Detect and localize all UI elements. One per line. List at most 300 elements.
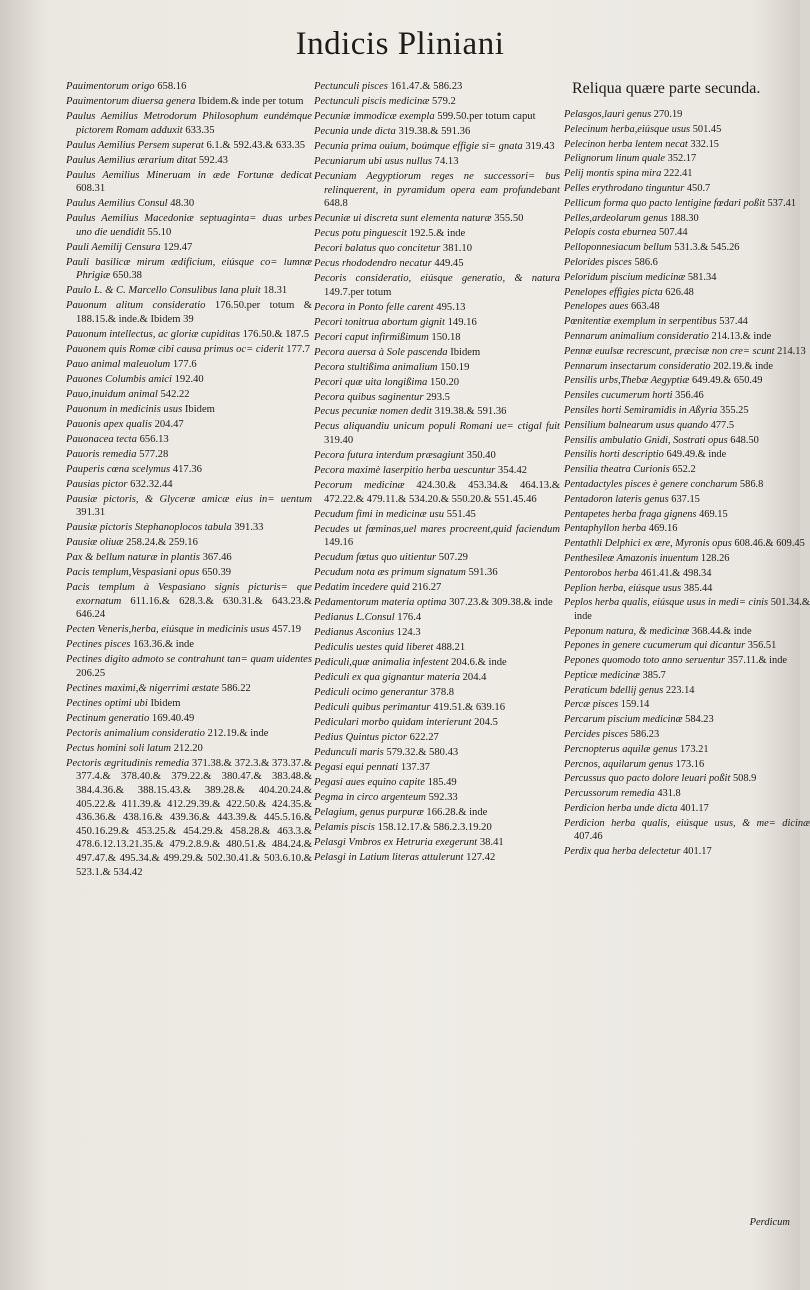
index-entry	[564, 478, 810, 491]
entry-term: Pensilis ambulatio Gnidi, Sostrati opus	[564, 434, 728, 446]
entry-term: Pectunculi pisces	[314, 81, 388, 92]
entry-reference: 355.25	[719, 404, 749, 416]
entry-reference: 649.49.& 650.49	[691, 375, 763, 387]
entry-reference: 626.48	[665, 286, 694, 298]
entry-term: Pectoris ægritudinis remedia	[66, 757, 190, 769]
index-entry	[564, 493, 810, 506]
index-entry	[314, 611, 560, 625]
index-entry	[66, 757, 312, 879]
entry-term: Peplion herba, eiúsque usus	[564, 582, 682, 594]
entry-term: Pauperis cœna scelymus	[66, 463, 171, 475]
index-entry	[564, 434, 810, 447]
index-entry	[314, 641, 560, 655]
index-entry	[66, 638, 312, 652]
index-entry	[314, 257, 560, 271]
index-entry	[564, 654, 810, 667]
entry-reference: 650.39	[201, 567, 232, 579]
index-entry	[314, 701, 560, 715]
entry-reference: 385.44	[683, 582, 713, 594]
entry-term: Pauimentorum diuersa genera	[66, 95, 196, 107]
index-entry	[314, 227, 560, 241]
entry-reference: 584.23	[685, 714, 714, 726]
entry-term: Pauonum in medicinis usus	[66, 403, 183, 415]
index-entry	[66, 95, 312, 109]
catchword: Perdicum	[749, 1217, 790, 1228]
index-entry	[314, 821, 560, 835]
entry-reference: 586.22	[221, 682, 251, 694]
index-entry	[66, 742, 312, 756]
entry-term: Pecus pecuniæ nomen dedit	[314, 406, 432, 418]
index-entry	[564, 817, 810, 844]
entry-term: Pelasgi Vmbros ex Hetruria exegerunt	[314, 836, 478, 848]
entry-reference: 586.6	[634, 256, 658, 268]
entry-term: Pecora stultißima animalium	[314, 361, 438, 373]
index-entry	[314, 391, 560, 405]
entry-reference: 18.31	[263, 285, 288, 297]
entry-reference: 488.21	[436, 642, 466, 654]
entry-reference: Ibidem	[150, 697, 181, 709]
entry-term: Pelignorum linum quale	[564, 153, 666, 165]
index-column-1	[66, 80, 312, 881]
entry-reference: 159.14	[620, 699, 650, 711]
entry-term: Pauonacea tecta	[66, 433, 137, 445]
entry-term: Pensilis urbs,Thebæ Aegyptiæ	[564, 375, 690, 387]
entry-reference: 495.13	[436, 301, 466, 313]
entry-reference: 204.47	[154, 418, 184, 430]
entry-reference: 381.10	[442, 243, 473, 255]
entry-reference: 501.45	[692, 123, 722, 135]
entry-term: Percarum piscium medicinæ	[564, 714, 683, 726]
index-entry	[564, 728, 810, 741]
index-entry	[564, 256, 810, 269]
entry-reference: 352.17	[667, 153, 697, 165]
entry-reference: 469.15	[699, 508, 728, 520]
entry-term: Pecuniam Aegyptiorum reges ne successori= bus relinquerent, in pyramidum opera eam profundebant	[314, 170, 560, 196]
entry-term: Pauli Aemilij Censura	[66, 241, 161, 253]
entry-reference: 129.47	[163, 241, 193, 253]
entry-term: Pecunia prima ouium, boúmque effigie si= gnata	[314, 140, 523, 152]
index-entry	[314, 449, 560, 463]
entry-reference: 586.23	[630, 729, 660, 741]
index-entry	[66, 241, 312, 255]
entry-reference: 586.8	[739, 478, 764, 490]
entry-term: Pacis templum,Vespasiani opus	[66, 567, 200, 579]
entry-term: Pecora in Ponto felle carent	[314, 301, 434, 313]
entry-reference: 599.50.per totum caput	[437, 110, 536, 122]
entry-reference: 128.26	[700, 552, 730, 564]
entry-reference: 319.40	[324, 435, 354, 447]
index-entry	[314, 420, 560, 447]
entry-term: Pectus homini soli latum	[66, 742, 172, 754]
entry-reference: 391.31	[76, 507, 106, 519]
entry-term: Pecuniæ immodicæ exempla	[314, 110, 435, 122]
entry-reference: 652.2	[672, 464, 696, 476]
index-entry	[564, 315, 810, 328]
entry-reference: 354.42	[497, 465, 528, 477]
entry-reference: 357.11.& inde	[727, 655, 788, 667]
entry-reference: 166.28.& inde	[426, 806, 488, 818]
entry-reference: 531.3.& 545.26	[674, 242, 740, 254]
entry-term: Pelopis costa eburnea	[564, 227, 657, 239]
entry-term: Percussorum remedia	[564, 788, 655, 800]
index-entry	[314, 242, 560, 256]
index-entry	[314, 836, 560, 850]
entry-term: Pecori caput infirmißimum	[314, 331, 429, 343]
entry-term: Pecudum fimi in medicinæ usu	[314, 508, 445, 520]
index-entry	[66, 388, 312, 402]
entry-term: Pelles erythrodano tinguntur	[564, 182, 685, 194]
index-entry	[564, 743, 810, 756]
entry-reference: 150.20	[429, 376, 460, 388]
index-entry	[564, 787, 810, 800]
entry-term: Pauo,inuidum animal	[66, 388, 158, 400]
entry-term: Pecudum nota æs primum signatum	[314, 567, 466, 579]
entry-reference: 127.42	[466, 851, 496, 863]
entry-reference: 649.49.& inde	[666, 449, 727, 461]
index-entry	[66, 418, 312, 432]
entry-reference: 177.6	[172, 358, 197, 370]
entry-term: Percussus quo pacto dolore leuari poßit	[564, 773, 731, 785]
entry-reference: 150.19	[440, 361, 470, 373]
entry-reference: 537.44	[719, 316, 748, 328]
entry-term: Pediculari morbo quidam interierunt	[314, 716, 472, 728]
entry-term: Pecudum fœtus quo uitientur	[314, 552, 437, 564]
index-entry	[314, 746, 560, 760]
entry-reference: 192.5.& inde	[409, 228, 466, 240]
index-entry	[66, 284, 312, 298]
entry-reference: 55.10	[147, 226, 172, 238]
entry-term: Pelorides pisces	[564, 256, 632, 268]
entry-term: Pauo animal maleuolum	[66, 358, 171, 370]
index-entry	[66, 403, 312, 417]
index-entry	[564, 625, 810, 638]
entry-term: Pauoris remedia	[66, 448, 137, 460]
index-entry	[314, 376, 560, 390]
index-entry	[314, 346, 560, 360]
entry-term: Pecunia unde dicta	[314, 125, 396, 137]
entry-term: Pennarum insectarum consideratio	[564, 360, 711, 372]
index-entry	[66, 373, 312, 387]
entry-term: Pecus potu pinguescit	[314, 228, 407, 240]
entry-term: Pensilium balnearum usus quando	[564, 419, 709, 431]
entry-term: Paulus Aemilius Persem superat	[66, 139, 204, 151]
entry-list	[314, 80, 560, 864]
index-entry	[66, 478, 312, 492]
entry-reference: 161.47.& 586.23	[390, 81, 463, 92]
entry-reference: 355.50	[494, 213, 524, 225]
entry-term: Pediculis uestes quid liberet	[314, 642, 434, 654]
entry-term: Pecora futura interdum præsagiunt	[314, 450, 464, 462]
entry-reference: 378.8	[430, 687, 455, 699]
index-entry	[314, 581, 560, 595]
entry-term: Pecori balatus quo concitetur	[314, 243, 441, 255]
index-entry	[564, 639, 810, 652]
index-entry	[314, 405, 560, 419]
index-entry	[314, 596, 560, 610]
index-entry	[564, 404, 810, 417]
index-entry	[564, 582, 810, 595]
entry-term: Pediculi ocimo generantur	[314, 687, 428, 699]
index-entry	[564, 212, 810, 225]
entry-list	[66, 80, 312, 879]
entry-reference: 592.33	[428, 791, 458, 803]
page-title: Indicis Pliniani	[295, 26, 505, 62]
entry-term: Pentorobos herba	[564, 567, 639, 579]
index-entry	[314, 125, 560, 139]
entry-reference: 350.40	[466, 450, 496, 462]
index-entry	[564, 669, 810, 682]
index-entry	[314, 464, 560, 478]
entry-term: Pauli basilicæ mirum ædificium, eiúsque co= lumnæ Phrigiæ	[66, 256, 312, 282]
entry-term: Pectinum generatio	[66, 712, 150, 724]
entry-reference: 592.43	[198, 154, 228, 166]
entry-reference: 633.35	[185, 124, 215, 136]
entry-term: Pediculi ex qua gignantur materia	[314, 672, 460, 684]
index-entry	[66, 197, 312, 211]
entry-reference: 74.13	[434, 155, 459, 167]
index-entry	[314, 212, 560, 226]
index-entry	[66, 448, 312, 462]
entry-reference: 356.51	[747, 640, 777, 652]
index-entry	[66, 712, 312, 726]
index-entry	[564, 845, 810, 858]
entry-reference: 391.33	[234, 522, 264, 534]
entry-reference: Ibidem	[450, 346, 481, 358]
entry-reference: 449.45	[434, 258, 464, 270]
entry-term: Pausiæ pictoris Stephanoplocos tabula	[66, 522, 232, 534]
index-entry	[314, 551, 560, 565]
index-entry	[564, 772, 810, 785]
entry-reference: 293.5	[426, 391, 450, 403]
index-entry	[66, 358, 312, 372]
entry-term: Pelasgos,lauri genus	[564, 109, 652, 120]
index-entry	[66, 566, 312, 580]
entry-reference: 307.23.& 309.38.& inde	[449, 597, 553, 609]
entry-term: Pennarum animalium consideratio	[564, 330, 709, 342]
entry-reference: 371.38.& 372.3.& 373.37.& 377.4.& 378.40.& 379.22.& 380.47.& 383.48.& 384.4.36.& 388.15.43.& 389.28.& 404.20.24.& 405.22.& 411.39.& 412.29.39.& 422.50.& 424.35.& 436.36.& 438.16.& 439.36.& 443.39.& 445.5.16.& 450.16.29.& 453.25.& 454.29.& 458.28.& 463.3.& 478.6.12.13.21.35.& 479.2.8.9.& 480.51.& 484.24.& 497.47.& 495.34.& 499.29.& 502.30.41.& 503.6.10.& 523.1.& 534.42	[76, 757, 312, 878]
index-entry	[66, 212, 312, 239]
entry-term: Perdicion herba unde dicta	[564, 803, 678, 815]
entry-reference: 450.7	[686, 182, 711, 194]
index-entry	[314, 761, 560, 775]
entry-term: Pedius Quintus pictor	[314, 731, 407, 743]
entry-term: Pensilis horti descriptio	[564, 449, 664, 461]
entry-term: Pegasi equi pennati	[314, 761, 399, 773]
entry-reference: 185.49	[427, 776, 457, 788]
index-entry	[314, 686, 560, 700]
index-entry	[66, 536, 312, 550]
index-entry	[66, 328, 312, 342]
entry-reference: 216.27	[412, 582, 442, 594]
entry-reference: 204.6.& inde	[451, 657, 507, 669]
entry-reference: 407.46	[574, 831, 603, 843]
index-entry	[314, 361, 560, 375]
entry-reference: 6.1.& 592.43.& 633.35	[206, 139, 306, 151]
index-entry	[314, 272, 560, 299]
entry-term: Paulus Aemilius Mineruam in æde Fortunæ dedicat	[66, 169, 312, 181]
index-entry	[564, 226, 810, 239]
entry-reference: 212.19.& inde	[207, 727, 269, 739]
index-entry	[564, 713, 810, 726]
entry-term: Pauonis apex qualis	[66, 418, 152, 430]
index-entry	[564, 330, 810, 343]
entry-reference: 158.12.17.& 586.2.3.19.20	[377, 821, 492, 833]
entry-term: Paulus Aemilius Consul	[66, 198, 168, 210]
index-entry	[314, 656, 560, 670]
entry-term: Pecori tonitrua abortum gignit	[314, 316, 445, 328]
entry-reference: 611.16.& 628.3.& 630.31.& 643.23.& 646.24	[76, 595, 312, 621]
index-entry	[66, 697, 312, 711]
index-entry	[66, 653, 312, 680]
index-entry	[66, 521, 312, 535]
entry-reference: 188.30	[670, 212, 699, 224]
index-entry	[314, 851, 560, 865]
column-heading: Reliqua quære parte secunda.	[572, 80, 761, 97]
index-entry	[564, 197, 810, 210]
entry-reference: 38.41	[479, 836, 504, 848]
index-entry	[314, 731, 560, 745]
entry-term: Pelecinon herba lentem necat	[564, 138, 688, 150]
index-entry	[314, 806, 560, 820]
index-entry	[564, 152, 810, 165]
entry-term: Pentadactyles pisces è genere concharum	[564, 478, 738, 490]
index-entry	[66, 682, 312, 696]
entry-reference: 204.4	[462, 672, 487, 684]
entry-reference: 173.16	[675, 758, 705, 770]
index-entry	[564, 802, 810, 815]
entry-term: Pauonem quis Romæ cibi causa primus oc= ciderit	[66, 343, 284, 355]
index-entry	[314, 110, 560, 124]
entry-reference: 461.41.& 498.34	[640, 567, 712, 579]
entry-reference: 137.37	[400, 761, 430, 773]
entry-term: Pauonum alitum consideratio	[66, 300, 206, 312]
entry-term: Pepticæ medicinæ	[564, 669, 640, 681]
entry-term: Paulo L. & C. Marcello Consulibus lana pluit	[66, 285, 261, 297]
index-entry	[66, 463, 312, 477]
entry-term: Pecora maximè laserpitio herba uescuntur	[314, 465, 496, 477]
entry-term: Pelagium, genus purpuræ	[314, 806, 424, 818]
entry-reference: 469.16	[648, 523, 678, 535]
entry-term: Pecori quæ uita longißima	[314, 376, 428, 388]
entry-term: Pecora quibus saginentur	[314, 391, 424, 403]
index-entry	[314, 791, 560, 805]
entry-reference: 477.5	[710, 419, 735, 431]
index-entry	[314, 566, 560, 580]
entry-term: Pentapetes herba fraga gignens	[564, 508, 697, 520]
entry-reference: 169.40.49	[151, 712, 195, 724]
entry-reference: 176.50.& 187.5	[242, 328, 310, 340]
entry-reference: 537.41	[767, 197, 797, 209]
entry-term: Pecora auersa à Sole pascenda	[314, 346, 448, 358]
index-entry	[314, 508, 560, 522]
entry-reference: 368.44.& inde	[691, 625, 752, 637]
entry-term: Pelij montis spina mira	[564, 168, 662, 180]
entry-reference: 656.13	[139, 433, 169, 445]
entry-term: Pectines digito admoto se contrahunt tan= quam uidentes	[66, 654, 312, 666]
index-entry	[564, 537, 810, 550]
entry-reference: 214.13	[777, 345, 806, 357]
entry-reference: 149.7.per totum	[324, 286, 392, 298]
entry-reference: 150.18	[431, 331, 461, 343]
index-entry	[564, 241, 810, 254]
entry-reference: 401.17	[683, 846, 712, 858]
entry-term: Pepones in genere cucumerum qui dicantur	[564, 640, 746, 652]
entry-reference: 223.14	[665, 684, 695, 696]
entry-reference: 192.40	[174, 373, 204, 385]
entry-reference: 124.3	[396, 627, 421, 639]
entry-term: Pauimentorum origo	[66, 81, 155, 92]
entry-term: Pegasi aues equino capite	[314, 776, 425, 788]
entry-term: Paulus Aemilius Macedoniæ septuaginta= duas urbes uno die uendidit	[66, 213, 312, 238]
entry-reference: 401.17	[680, 803, 709, 815]
entry-term: Pecudes ut fœminas,uel mares procreent,quid faciendum	[314, 523, 560, 535]
index-entry	[314, 155, 560, 169]
entry-term: Pausias pictor	[66, 478, 128, 490]
entry-term: Pelecinum herba,eiúsque usus	[564, 123, 691, 135]
entry-reference: 608.31	[76, 183, 106, 195]
entry-term: Penelopes aues	[564, 301, 629, 313]
entry-term: Pensiles horti Semiramidis in Aßyria	[564, 404, 718, 416]
index-entry	[564, 138, 810, 151]
entry-term: Penthesileæ Amazonis inuentum	[564, 552, 699, 564]
entry-list	[564, 108, 810, 858]
index-entry	[314, 626, 560, 640]
entry-term: Pennæ euulsæ recrescunt, præcisæ non cre= scunt	[564, 345, 775, 357]
index-entry	[314, 80, 560, 94]
entry-reference: 551.45	[446, 508, 476, 520]
entry-term: Percides pisces	[564, 729, 628, 741]
entry-term: Pectines optimi ubi	[66, 697, 148, 709]
entry-reference: 431.8	[657, 788, 681, 800]
entry-reference: 648.8	[324, 198, 348, 210]
index-entry	[314, 170, 560, 211]
entry-reference: 637.15	[671, 493, 700, 505]
index-entry	[314, 776, 560, 790]
entry-reference: 270.19	[653, 109, 683, 120]
entry-term: Pedianus Asconius	[314, 627, 395, 639]
index-entry	[66, 154, 312, 168]
index-entry	[314, 301, 560, 315]
index-entry	[66, 433, 312, 447]
entry-term: Peplos herba qualis, eiúsque usus in medi= cinis	[564, 597, 769, 609]
entry-term: Pauonum intellectus, ac gloriæ cupiditas	[66, 328, 240, 340]
entry-reference: 206.25	[76, 667, 106, 679]
index-entry	[564, 552, 810, 565]
entry-term: Pelasgi in Latium literas attulerunt	[314, 851, 464, 863]
index-entry	[564, 684, 810, 697]
entry-term: Peponum natura, & medicinæ	[564, 625, 690, 637]
index-entry	[314, 95, 560, 109]
index-entry	[564, 758, 810, 771]
entry-reference: 579.32.& 580.43	[386, 746, 459, 758]
index-entry	[564, 596, 810, 623]
entry-term: Pellicum forma quo pacto lentigine fœdari poßit	[564, 197, 765, 209]
entry-term: Pœnitentiæ exemplum in serpentibus	[564, 316, 717, 328]
index-entry	[564, 182, 810, 195]
entry-reference: 658.16	[157, 81, 187, 92]
entry-reference: 319.38.& 591.36	[434, 406, 507, 418]
index-entry	[66, 623, 312, 637]
entry-term: Pepones quomodo toto anno seruentur	[564, 655, 726, 667]
index-entry	[314, 716, 560, 730]
entry-reference: 385.7	[642, 669, 666, 681]
entry-term: Pectoris animalium consideratio	[66, 727, 205, 739]
entry-term: Pelloponnesiacum bellum	[564, 242, 672, 254]
index-entry	[564, 345, 810, 358]
index-entry	[314, 140, 560, 154]
index-entry	[564, 108, 810, 121]
entry-reference: 648.50	[730, 434, 759, 446]
